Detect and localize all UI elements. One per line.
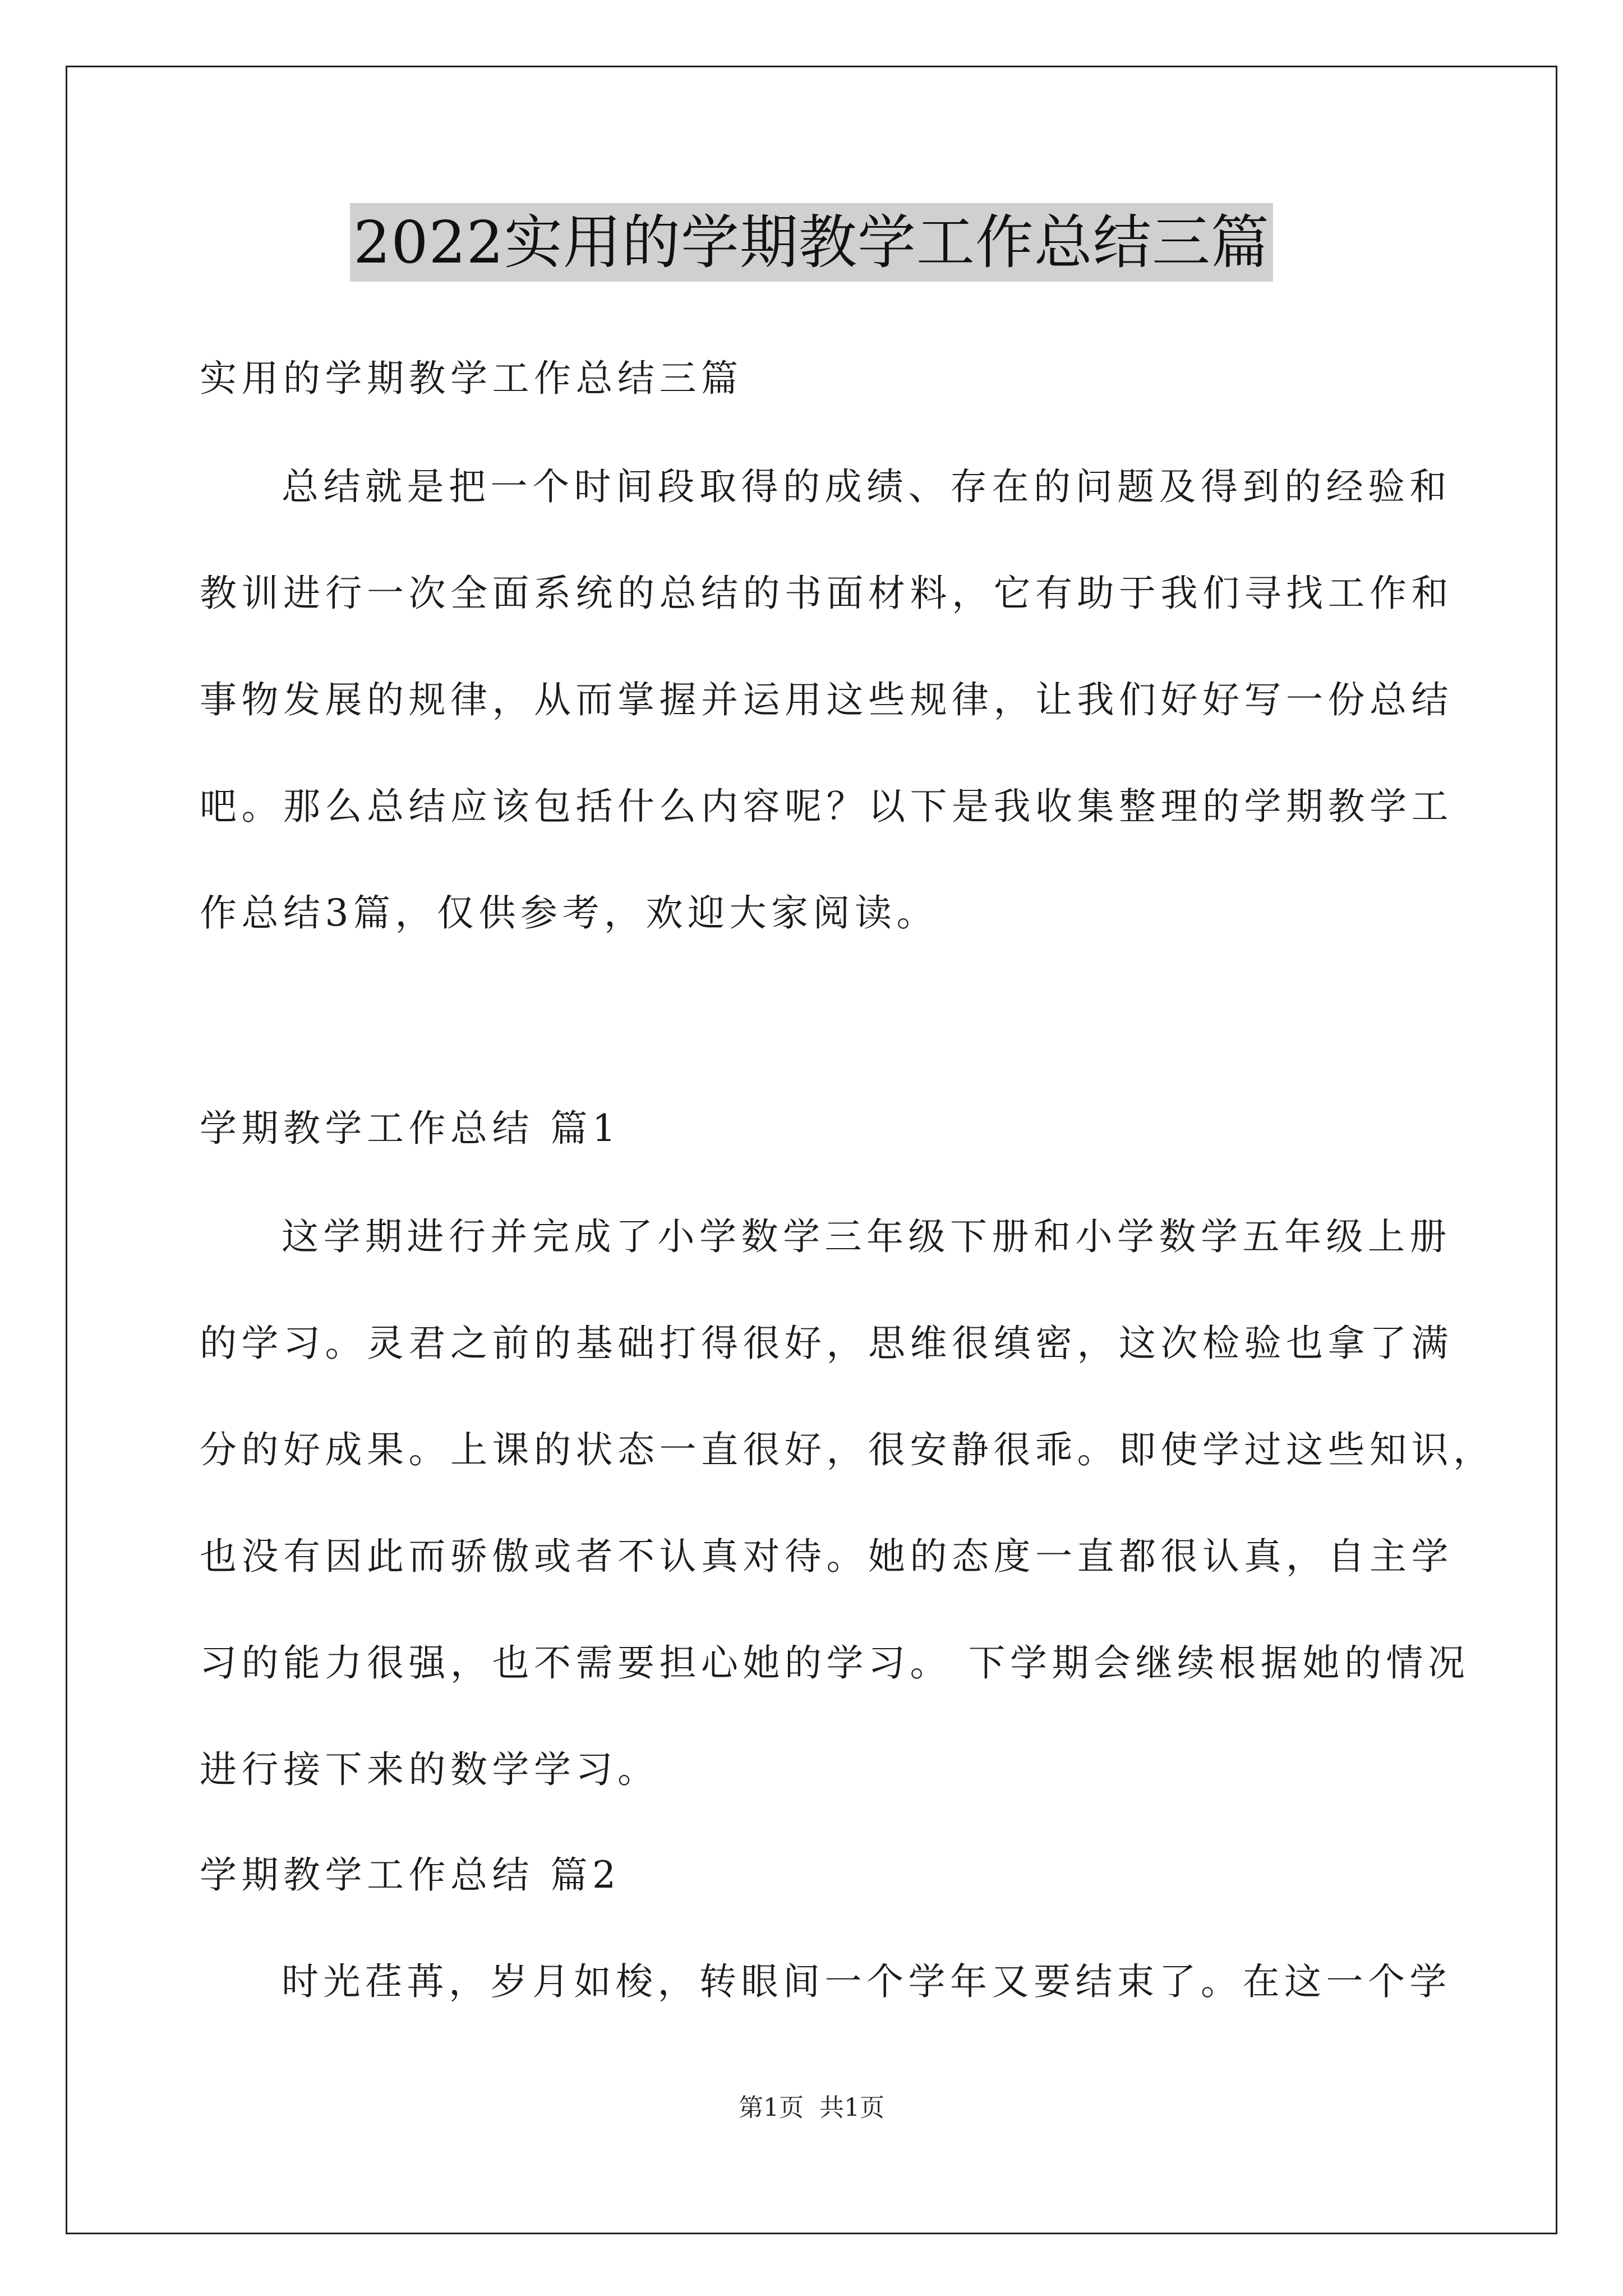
section2-line-1: 时光荏苒，岁月如梭，转眼间一个学年又要结束了。在这一个学 <box>282 1960 1451 2003</box>
intro-line-3: 事物发展的规律，从而掌握并运用这些规律，让我们好好写一份总结 <box>200 678 1453 721</box>
section1-line-5: 习的能力很强，也不需要担心她的学习。 下学期会继续根据她的情况 <box>200 1641 1470 1685</box>
page-number-current: 第1页 <box>739 2093 804 2122</box>
intro-line-5: 作总结3篇，仅供参考，欢迎大家阅读。 <box>200 891 938 935</box>
section1-line-1: 这学期进行并完成了小学数学三年级下册和小学数学五年级上册 <box>282 1215 1451 1258</box>
section1-line-6: 进行接下来的数学学习。 <box>200 1748 660 1791</box>
section1-line-3: 分的好成果。上课的状态一直很好，很安静很乖。即使学过这些知识， <box>200 1428 1495 1471</box>
section1-heading: 学期教学工作总结 篇1 <box>200 1107 621 1150</box>
document-title: 2022实用的学期教学工作总结三篇 <box>350 203 1273 282</box>
subtitle: 实用的学期教学工作总结三篇 <box>200 357 743 400</box>
title-container <box>0 203 1623 282</box>
section1-line-4: 也没有因此而骄傲或者不认真对待。她的态度一直都很认真，自主学 <box>200 1535 1453 1578</box>
page-number-total: 共1页 <box>819 2093 884 2122</box>
intro-line-2: 教训进行一次全面系统的总结的书面材料，它有助于我们寻找工作和 <box>200 572 1453 615</box>
intro-line-1: 总结就是把一个时间段取得的成绩、存在的问题及得到的经验和 <box>282 465 1451 508</box>
section1-line-2: 的学习。灵君之前的基础打得很好，思维很缜密，这次检验也拿了满 <box>200 1322 1453 1365</box>
page-footer <box>0 2091 1623 2125</box>
intro-line-4: 吧。那么总结应该包括什么内容呢？以下是我收集整理的学期教学工 <box>200 785 1453 828</box>
section2-heading: 学期教学工作总结 篇2 <box>200 1853 621 1897</box>
